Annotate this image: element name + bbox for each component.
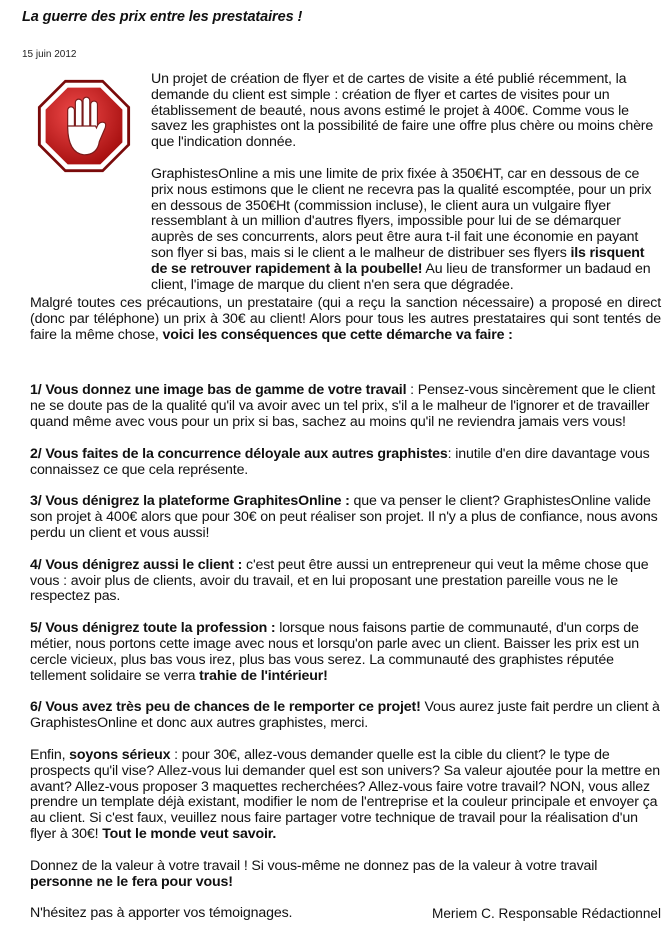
consequence-3-text: que va penser le client? GraphistesOnline valide son projet à 400€ alors que pour 30€ on peut réaliser son projet. Il n'y a plus de confiance, nous avons perdu un client et vous aussi! [30, 493, 658, 541]
precautions-bold: voici les conséquences que cette démarche va faire : [162, 326, 513, 343]
stop-hand-icon [36, 78, 132, 174]
consequence-3-title: 3/ Vous dénigrez la plateforme GraphitesOnline : [30, 493, 350, 510]
value-paragraph [30, 859, 661, 891]
consequence-2-title: 2/ Vous faites de la concurrence déloyale aux autres graphistes [30, 445, 448, 462]
consequence-4-text: c'est peut être aussi un entrepreneur qui veut la même chose que vous : avoir plus de clients, avoir du travail, et en lui proposant une prestation pareille vous ne le respectez pas. [30, 556, 649, 605]
precautions-text: Malgré toutes ces précautions, un prestataire (qui a reçu la sanction nécessaire) a proposé en direct (donc par téléphone) un prix à 30€ au client! Alors pour tous les autres prestataires qui sont tentés de faire la même chose, [30, 295, 661, 343]
price-limit-bold: ils risquent de se retrouver rapidement à la poubelle! [151, 244, 645, 277]
consequence-1 [30, 383, 661, 430]
precautions-paragraph [30, 296, 661, 343]
consequence-4 [30, 558, 661, 605]
price-limit-end: Au lieu de transformer un badaud en client, l'image de marque du client n'en sera que dégradée. [151, 260, 651, 293]
consequence-3 [30, 494, 661, 541]
enfin-text: : pour 30€, allez-vous demander quelle est la cible du client? le type de prospects qu'il vise? Allez-vous lui demander quel est son univers? Sa valeur ajoutée pour la mettre en avant? Allez-vous proposer 3 maquettes recherchées? Allez-vous faire votre travail? NON, vous allez prendre un template déjà existant, modifier le nom de l'entreprise et la couleur principale et envoyer ça au client. Si c'est faux, veuillez nous faire partager votre technique de travail pour la réalisation d'un flyer à 30€! [30, 746, 660, 842]
consequence-1-title: 1/ Vous donnez une image bas de gamme de votre travail [30, 382, 407, 399]
enfin-bold: soyons sérieux [69, 746, 171, 763]
price-limit-paragraph [151, 167, 661, 293]
signature: Meriem C. Responsable Rédactionnel [432, 906, 661, 921]
intro-paragraph: Un projet de création de flyer et de cartes de visite a été publié récemment, la demande du client est simple : création de flyer et cartes de visites pour un établissement de beauté, nous avons estimé le projet à 400€. Comme vous le savez les graphistes ont la possibilité de faire une offre plus chère ou moins chère que l'indication donnée. [151, 71, 654, 151]
article-body [30, 296, 661, 922]
value-text: Donnez de la valeur à votre travail ! Si vous-même ne donnez pas de la valeur à votre travail [30, 857, 598, 874]
consequence-2-text: : inutile d'en dire davantage vous connaissez ce que cela représente. [30, 445, 650, 478]
article-title: La guerre des prix entre les prestataires ! [22, 9, 303, 25]
consequence-6 [30, 700, 661, 732]
consequence-4-title: 4/ Vous dénigrez aussi le client : [30, 556, 243, 573]
article-date: 15 juin 2012 [22, 49, 77, 60]
intro-block [151, 72, 661, 293]
consequence-5 [30, 621, 661, 684]
consequence-6-title: 6/ Vous avez très peu de chances de le remporter ce projet! [30, 699, 421, 716]
consequence-5-text: lorsque nous faisons partie de communauté, d'un corps de métier, nous portons cette image avec nous et lorsqu'on parle avec un client. Baisser les prix est un cercle vicieux, plus bas vous irez, plus bas vous serez. La communauté des graphistes réputée tellement solidaire se verra [30, 620, 639, 684]
consequence-1-text: : Pensez-vous sincèrement que le client ne se doute pas de la qualité qu'il va avoir avec un tel prix, s'il a le malheur de l'ignorer et de travailler quand même avec vous pour un prix si bas, sachez au moins qu'il ne reviendra jamais vers vous! [30, 382, 656, 430]
testimonials-paragraph: N'hésitez pas à apporter vos témoignages. [30, 905, 293, 922]
consequence-5-bold-end: trahie de l'intérieur! [199, 667, 328, 684]
consequence-6-text: Vous aurez juste fait perdre un client à GraphistesOnline et donc aux autres graphistes, merci. [30, 699, 660, 732]
enfin-paragraph [30, 748, 661, 843]
consequence-5-title: 5/ Vous dénigrez toute la profession : [30, 620, 276, 637]
enfin-bold-end: Tout le monde veut savoir. [102, 825, 277, 842]
enfin-start: Enfin, [30, 746, 70, 763]
value-bold: personne ne le fera pour vous! [30, 873, 233, 890]
consequence-2 [30, 447, 661, 479]
price-limit-text: GraphistesOnline a mis une limite de prix fixée à 350€HT, car en dessous de ce prix nous estimons que le client ne recevra pas la qualité escomptée, pour un prix en dessous de 350€Ht (commission incluse), le client aura un vulgaire flyer ressemblant à un million d'autres flyers, impossible pour lui de se démarquer auprès de ses concurrents, alors peut être aura t-il fait une économie en payant son flyer si bas, mais si le client a le malheur de distribuer ses flyers [151, 165, 652, 261]
